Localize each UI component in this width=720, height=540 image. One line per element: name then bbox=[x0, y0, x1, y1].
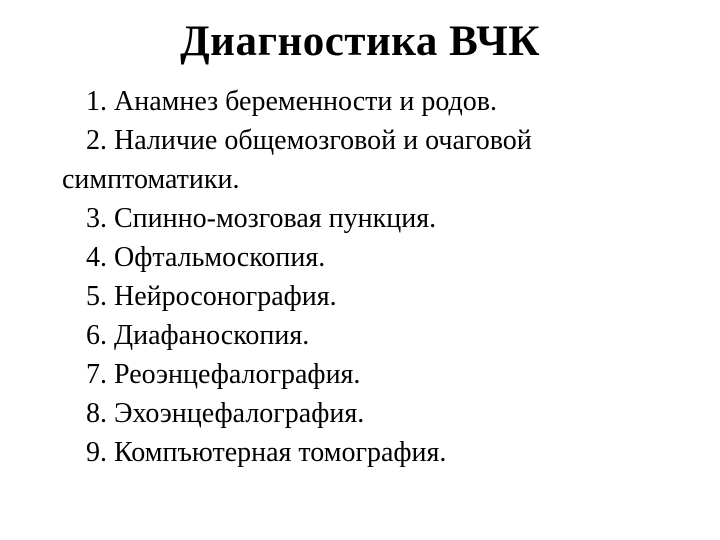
list-item: 8. Эхоэнцефалография. bbox=[86, 398, 365, 429]
list-item: 4. Офтальмоскопия. bbox=[86, 242, 326, 273]
list-item: 5. Нейросонография. bbox=[86, 281, 337, 312]
list-item: 2. Наличие общемозговой и очаговой bbox=[86, 125, 532, 156]
list-item: 6. Диафаноскопия. bbox=[86, 320, 310, 351]
list-item: 1. Анамнез беременности и родов. bbox=[86, 86, 498, 117]
list-item: 7. Реоэнцефалография. bbox=[86, 359, 361, 390]
slide-title: Диагностика ВЧК bbox=[180, 18, 540, 65]
list-item: 9. Компъютерная томография. bbox=[86, 437, 447, 468]
list-item: 3. Спинно-мозговая пункция. bbox=[86, 203, 437, 234]
list-item-continuation: симптоматики. bbox=[62, 164, 240, 195]
diagnostics-list bbox=[62, 82, 712, 472]
